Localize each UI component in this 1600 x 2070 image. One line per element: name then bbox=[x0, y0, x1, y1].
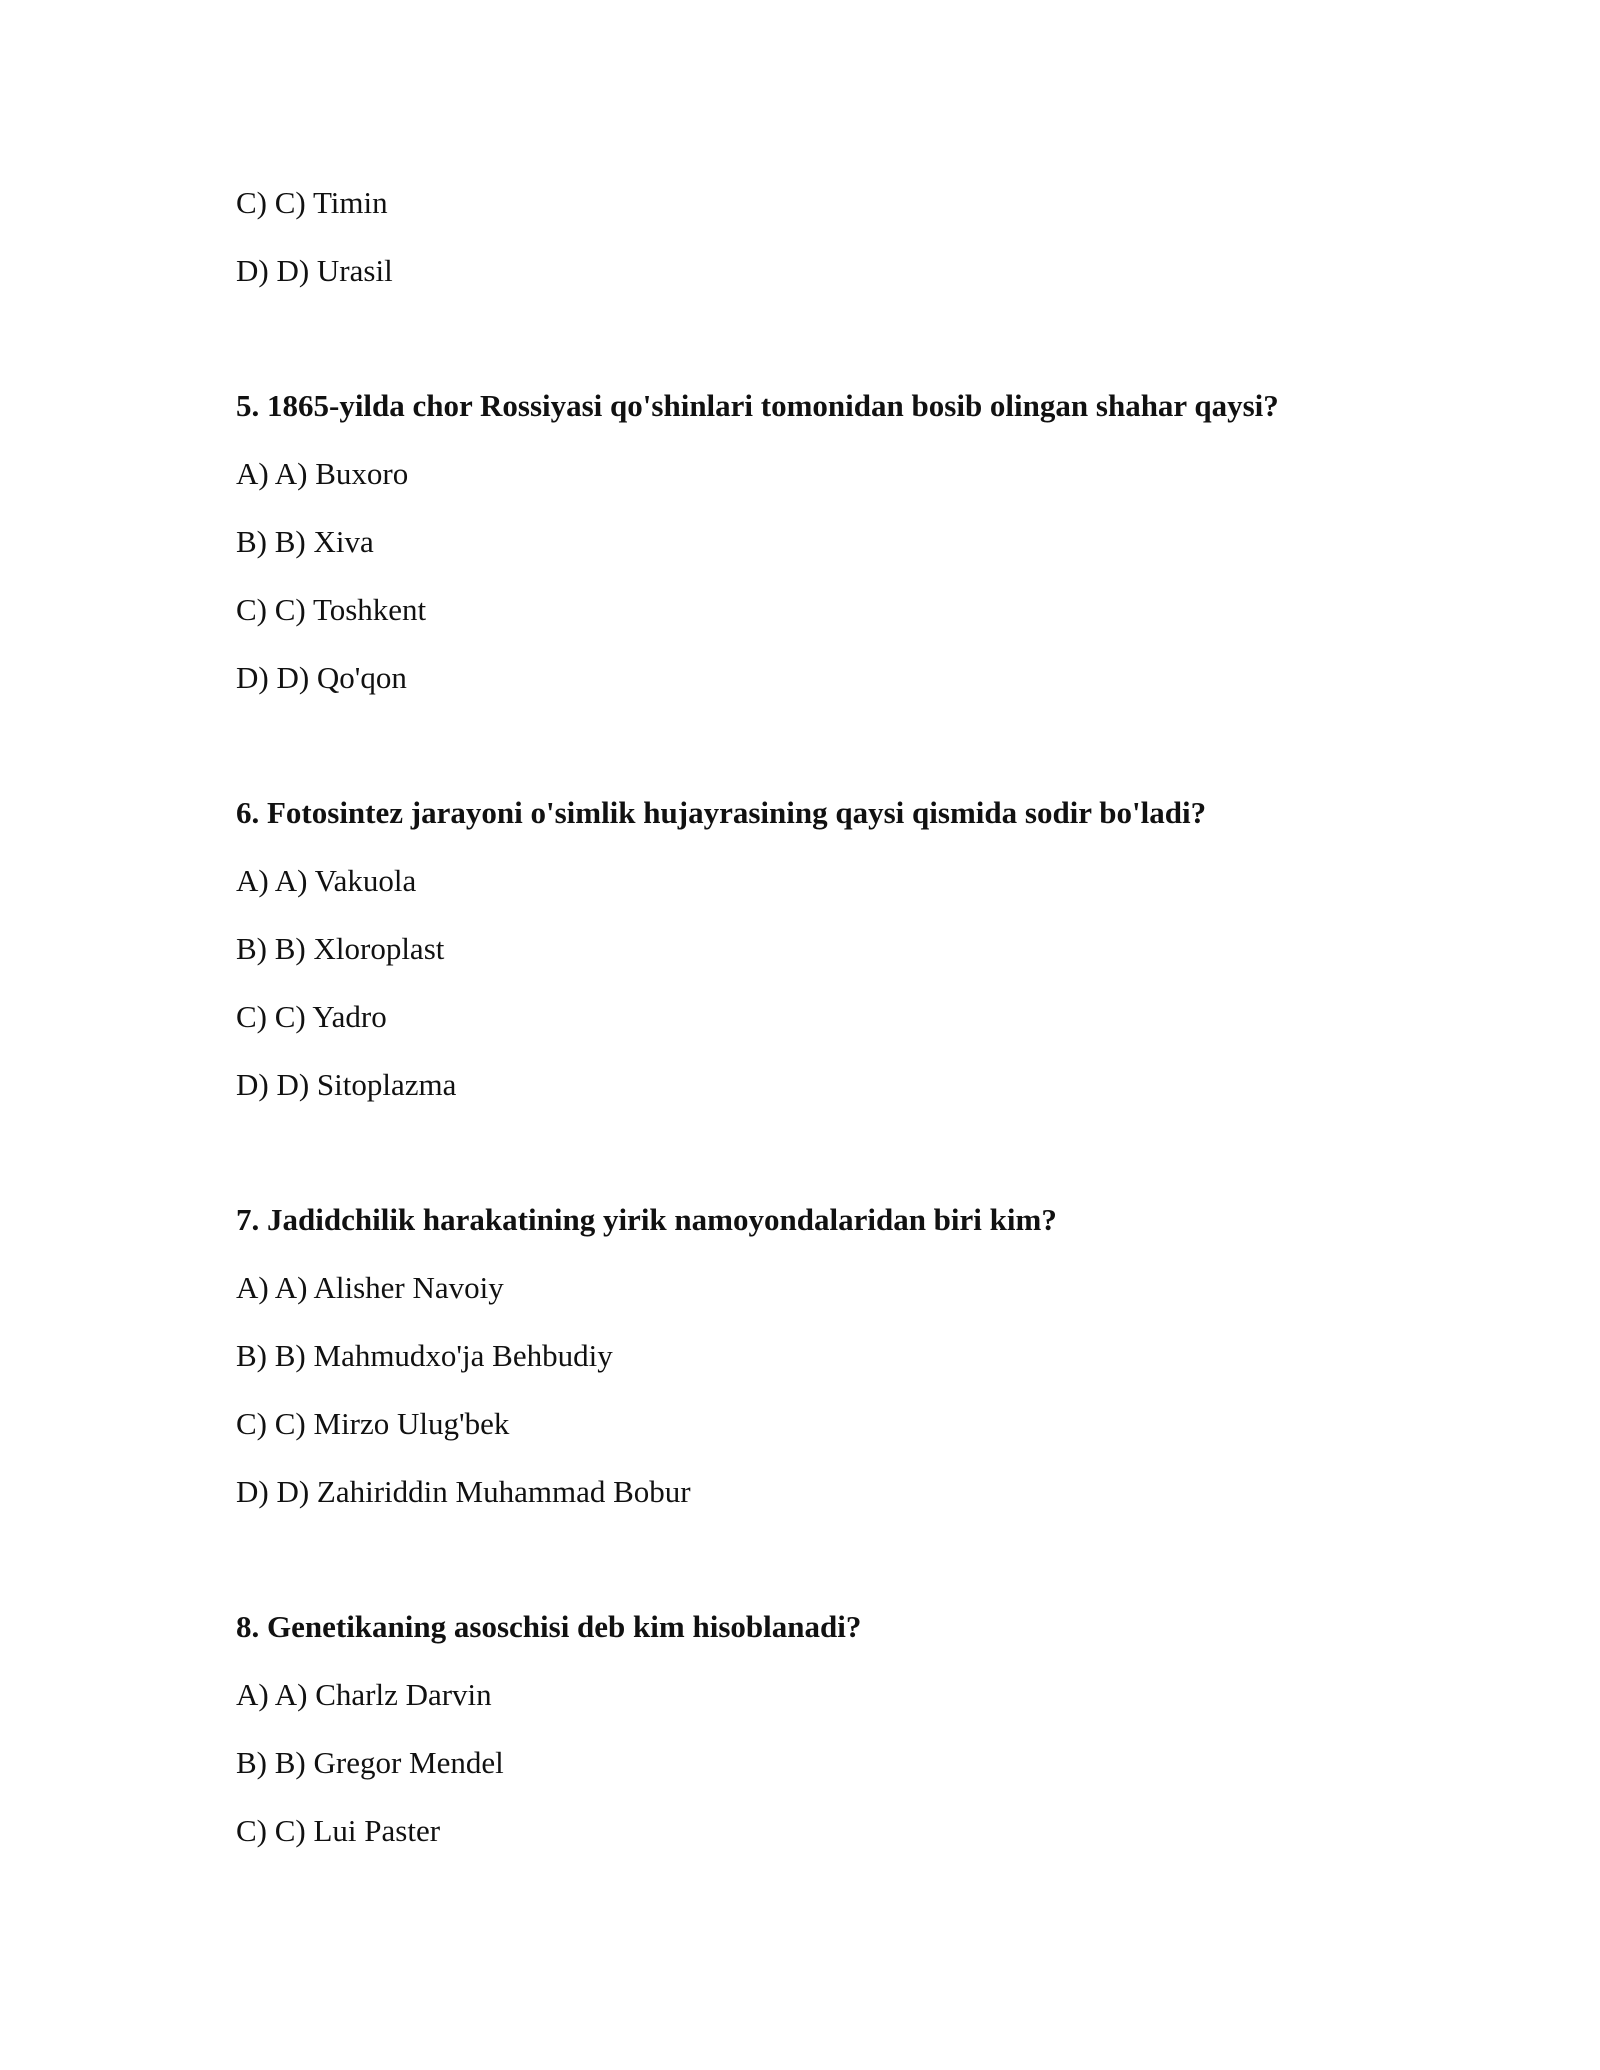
question-title: 7. Jadidchilik harakatining yirik namoyondalaridan biri kim? bbox=[236, 1202, 1057, 1237]
option-a: A) A) Alisher Navoiy bbox=[236, 1270, 504, 1305]
option-a: A) A) Vakuola bbox=[236, 863, 417, 898]
document-content bbox=[236, 183, 1436, 1879]
option-b: B) B) Gregor Mendel bbox=[236, 1745, 504, 1780]
question-title: 5. 1865-yilda chor Rossiyasi qo'shinlari tomonidan bosib olingan shahar qaysi? bbox=[236, 388, 1279, 423]
option-b: B) B) Xloroplast bbox=[236, 931, 445, 966]
option-a: A) A) Buxoro bbox=[236, 456, 409, 491]
question-title: 8. Genetikaning asoschisi deb kim hisoblanadi? bbox=[236, 1609, 862, 1644]
option-d: D) D) Sitoplazma bbox=[236, 1067, 457, 1102]
option-c: C) C) Timin bbox=[236, 185, 388, 220]
option-c: C) C) Lui Paster bbox=[236, 1813, 441, 1848]
option-b: B) B) Xiva bbox=[236, 524, 374, 559]
option-b: B) B) Mahmudxo'ja Behbudiy bbox=[236, 1338, 613, 1373]
option-c: C) C) Mirzo Ulug'bek bbox=[236, 1406, 510, 1441]
option-d: D) D) Qo'qon bbox=[236, 660, 407, 695]
option-d: D) D) Urasil bbox=[236, 253, 393, 288]
option-c: C) C) Toshkent bbox=[236, 592, 427, 627]
option-c: C) C) Yadro bbox=[236, 999, 387, 1034]
option-d: D) D) Zahiriddin Muhammad Bobur bbox=[236, 1474, 691, 1509]
question-title: 6. Fotosintez jarayoni o'simlik hujayrasining qaysi qismida sodir bo'ladi? bbox=[236, 795, 1207, 830]
option-a: A) A) Charlz Darvin bbox=[236, 1677, 492, 1712]
